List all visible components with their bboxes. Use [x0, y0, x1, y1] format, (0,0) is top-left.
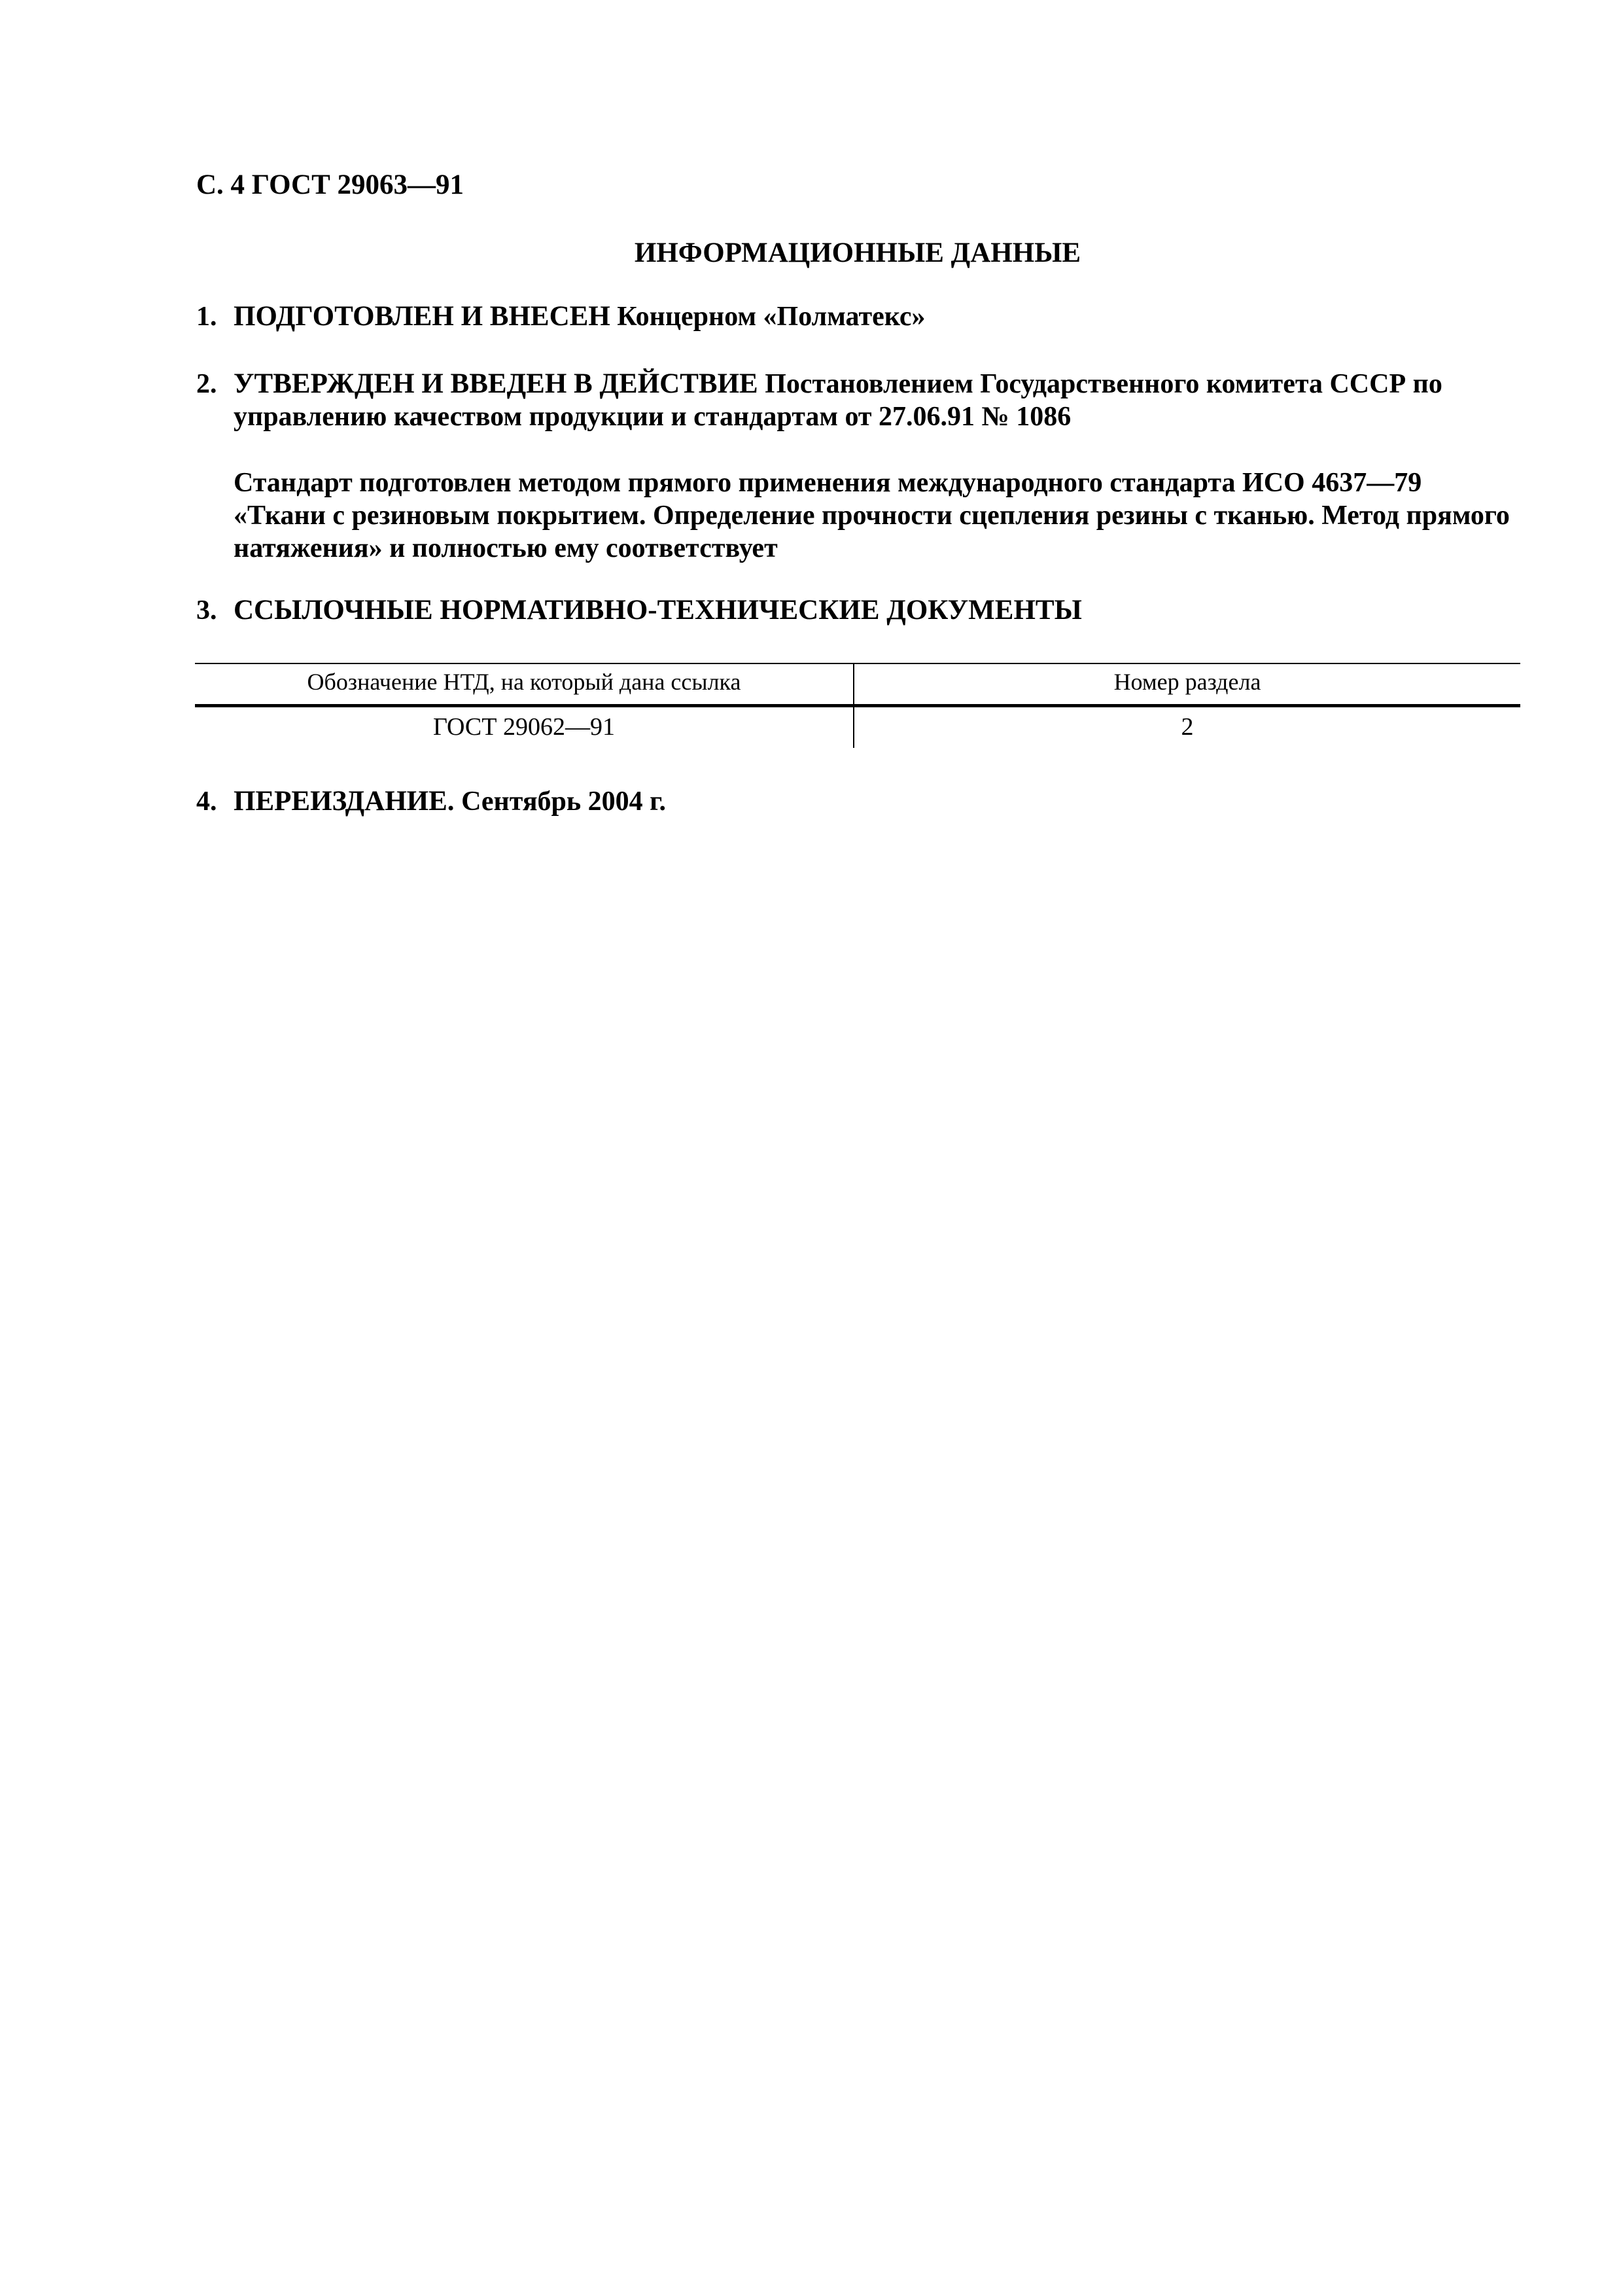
table-cell-document: ГОСТ 29062—91: [433, 713, 615, 741]
item-text-continuation: управлению качеством продукции и стандартам от 27.06.91 № 1086: [234, 402, 1072, 432]
column-header-document: Обозначение НТД, на который дана ссылка: [307, 669, 741, 695]
item-number: 2.: [196, 369, 217, 399]
note-line: натяжения» и полностью ему соответствует: [234, 533, 778, 563]
item-heading: ССЫЛОЧНЫЕ НОРМАТИВНО-ТЕХНИЧЕСКИЕ ДОКУМЕНТЫ: [234, 595, 1082, 626]
table-cell-section: 2: [1181, 713, 1194, 741]
note-line: «Ткани с резиновым покрытием. Определение прочности сцепления резины с тканью. Метод прямого: [234, 501, 1510, 531]
document-title: ИНФОРМАЦИОННЫЕ ДАННЫЕ: [634, 238, 1081, 268]
item-heading: УТВЕРЖДЕН И ВВЕДЕН В ДЕЙСТВИЕ: [234, 368, 758, 399]
item-heading: ПЕРЕИЗДАНИЕ.: [234, 786, 455, 817]
info-item-3: [196, 594, 1519, 627]
item-heading: ПОДГОТОВЛЕН И ВНЕСЕН: [234, 301, 610, 332]
column-header-section: Номер раздела: [1113, 669, 1261, 695]
table-header-rule: [195, 704, 1520, 707]
item-number: 4.: [196, 786, 217, 817]
item-number: 1.: [196, 302, 217, 332]
info-item-1: [196, 300, 1519, 333]
item-text: Постановлением Государственного комитета СССР по: [758, 369, 1442, 399]
item-text: Сентябрь 2004 г.: [454, 786, 666, 817]
info-item-4: [196, 785, 1519, 818]
standard-note: [234, 467, 1519, 565]
note-line: Стандарт подготовлен методом прямого применения международного стандарта ИСО 4637—79: [234, 468, 1422, 498]
item-number: 3.: [196, 595, 217, 626]
item-text: Концерном «Полматекс»: [610, 302, 926, 332]
references-table: [195, 663, 1520, 748]
page-header: С. 4 ГОСТ 29063—91: [196, 169, 464, 200]
table-top-rule: [195, 663, 1520, 664]
info-item-2: [196, 368, 1519, 433]
